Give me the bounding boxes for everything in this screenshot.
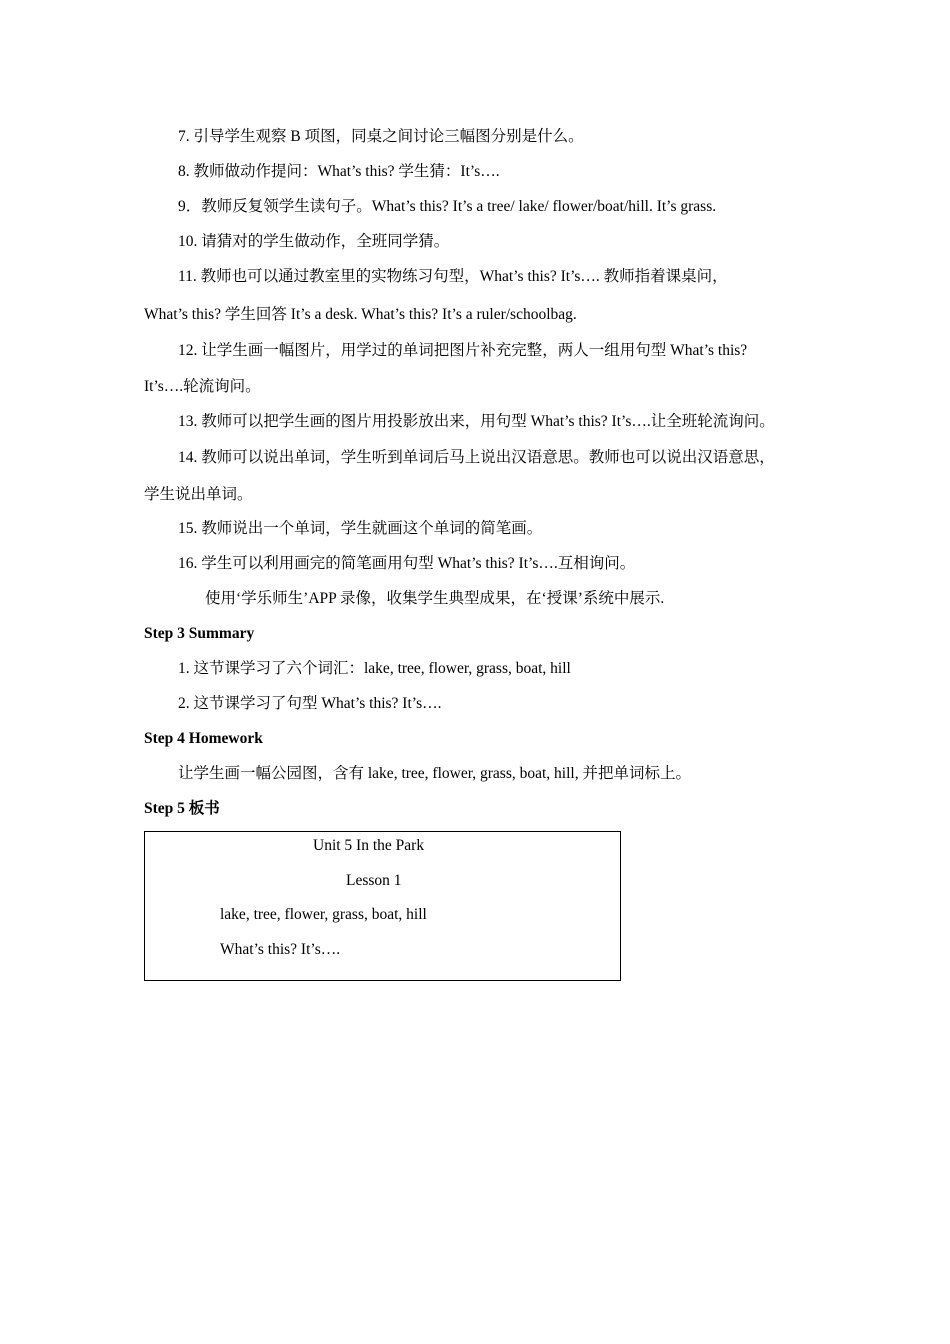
step-11-line1: 11. 教师也可以通过教室里的实物练习句型，What’s this? It’s…. 教师指着课桌问，: [178, 268, 728, 285]
board-words: lake, tree, flower, grass, boat, hill: [220, 906, 427, 923]
step-12-line1: 12. 让学生画一幅图片，用学过的单词把图片补充完整，两人一组用句型 What’s this?: [178, 342, 748, 359]
board-lesson: Lesson 1: [346, 872, 402, 889]
step-7: 7. 引导学生观察 B 项图，同桌之间讨论三幅图分别是什么。: [178, 128, 584, 145]
step-12-line2: It’s….轮流询问。: [144, 378, 261, 395]
homework-heading: Step 4 Homework: [144, 730, 263, 747]
step-13: 13. 教师可以把学生画的图片用投影放出来，用句型 What’s this? It’s….让全班轮流询问。: [178, 413, 775, 430]
summary-heading: Step 3 Summary: [144, 625, 255, 642]
app-note: 使用‘学乐师生’APP 录像，收集学生典型成果，在‘授课’系统中展示.: [205, 590, 665, 607]
step-9: 9．教师反复领学生读句子。What’s this? It’s a tree/ lake/ flower/boat/hill. It’s grass.: [178, 198, 717, 215]
summary-item: 1. 这节课学习了六个词汇：lake, tree, flower, grass, boat, hill: [178, 660, 571, 677]
summary-item: 2. 这节课学习了句型 What’s this? It’s….: [178, 695, 442, 712]
step-14-line2: 学生说出单词。: [144, 486, 253, 503]
board-sentence: What’s this? It’s….: [220, 941, 341, 958]
step-15: 15. 教师说出一个单词，学生就画这个单词的简笔画。: [178, 520, 543, 537]
step-10: 10. 请猜对的学生做动作，全班同学猜。: [178, 233, 450, 250]
board-heading: Step 5 板书: [144, 800, 220, 817]
step-11-line2: What’s this? 学生回答 It’s a desk. What’s this? It’s a ruler/schoolbag.: [144, 306, 577, 323]
board-title: Unit 5 In the Park: [313, 837, 425, 854]
homework-text: 让学生画一幅公园图，含有 lake, tree, flower, grass, boat, hill, 并把单词标上。: [178, 765, 691, 782]
blackboard-box: [144, 831, 621, 981]
step-8: 8. 教师做动作提问：What’s this? 学生猜：It’s….: [178, 163, 500, 180]
step-14-line1: 14. 教师可以说出单词，学生听到单词后马上说出汉语意思。教师也可以说出汉语意思，: [178, 449, 775, 466]
step-16: 16. 学生可以利用画完的简笔画用句型 What’s this? It’s….互相询问。: [178, 555, 636, 572]
